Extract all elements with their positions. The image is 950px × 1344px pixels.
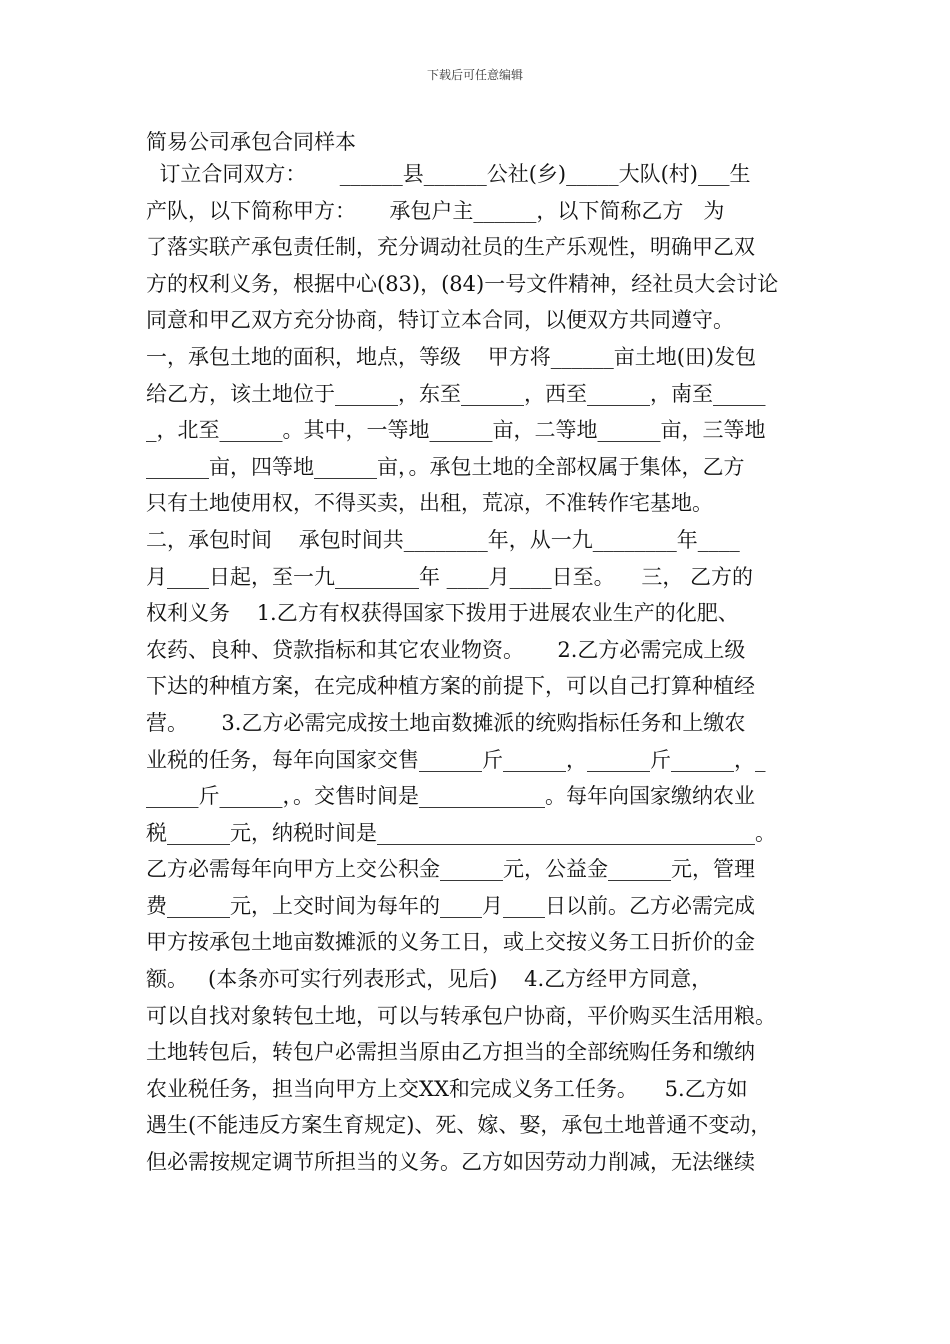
text-line: 同意和甲乙双方充分协商，特订立本合同，以便双方共同遵守。 [146, 308, 734, 333]
text-line: 下达的种植方案，在完成种植方案的前提下，可以自己打算种植经 [146, 674, 755, 699]
text-line: 业税的任务，每年向国家交售______斤______，______斤______，_ [146, 747, 766, 772]
text-line: 遇生(不能违反方案生育规定)、死、嫁、娶，承包土地普通不变动， [146, 1113, 772, 1138]
text-line: 额。 (本条亦可实行列表形式，见后) 4.乙方经甲方同意， [146, 967, 713, 992]
text-line: 方的权利义务，根据中心(83)，(84)一号文件精神，经社员大会讨论 [146, 271, 779, 296]
text-line: 费______元，上交时间为每年的____月____日以前。乙方必需完成 [146, 893, 755, 918]
text-line: 二，承包时间 承包时间共________年，从一九________年____ [146, 527, 740, 552]
text-line: ______亩，四等地______亩，。承包土地的全部权属于集体，乙方 [146, 454, 745, 479]
text-line: 农业税任务，担当向甲方上交XX和完成义务工任务。 5.乙方如 [146, 1076, 748, 1101]
text-line: 可以自找对象转包土地，可以与转承包户协商，平价购买生活用粮。 [146, 1003, 776, 1028]
text-line: 但必需按规定调节所担当的义务。乙方如因劳动力削减，无法继续 [146, 1150, 755, 1175]
text-line: 月____日起，至一九________年 ____月____日至。 三， 乙方的 [146, 564, 754, 589]
text-line: 营。 3.乙方必需完成按土地亩数摊派的统购指标任务和上缴农 [146, 710, 746, 735]
text-line: 给乙方，该土地位于______，东至______，西至______，南至_____ [146, 381, 766, 406]
text-line: 只有土地使用权，不得买卖，出租，荒凉，不准转作宅基地。 [146, 491, 713, 516]
text-line: 税______元，纳税时间是____________________________________。 [146, 820, 776, 845]
text-line: 订立合同双方： ______县______公社(乡)_____大队(村)___生 [146, 162, 751, 186]
text-line: 甲方按承包土地亩数摊派的义务工日，或上交按义务工日折价的金 [146, 930, 755, 955]
text-line: 土地转包后，转包户必需担当原由乙方担当的全部统购任务和缴纳 [146, 1040, 755, 1065]
page-header-note: 下载后可任意编辑 [426, 68, 523, 82]
text-line: 了落实联产承包责任制，充分调动社员的生产乐观性，明确甲乙双 [146, 235, 755, 260]
text-line: 乙方必需每年向甲方上交公积金______元，公益金______元，管理 [146, 857, 755, 882]
document-title: 简易公司承包合同样本 [146, 130, 356, 154]
text-line: _，北至______。其中，一等地______亩，二等地______亩，三等地 [146, 418, 766, 443]
contract-body [146, 156, 810, 1181]
text-line: 一，承包土地的面积，地点，等级 甲方将______亩土地(田)发包 [146, 344, 757, 369]
text-line: 权利义务 1.乙方有权获得国家下拨用于进展农业生产的化肥、 [146, 601, 739, 626]
text-line: 农药、良种、贷款指标和其它农业物资。 2.乙方必需完成上级 [146, 637, 746, 662]
text-line: 产队，以下简称甲方： 承包户主______，以下简称乙方 为 [146, 198, 725, 223]
text-line: _____斤______，。交售时间是____________。每年向国家缴纳农业 [146, 784, 755, 809]
